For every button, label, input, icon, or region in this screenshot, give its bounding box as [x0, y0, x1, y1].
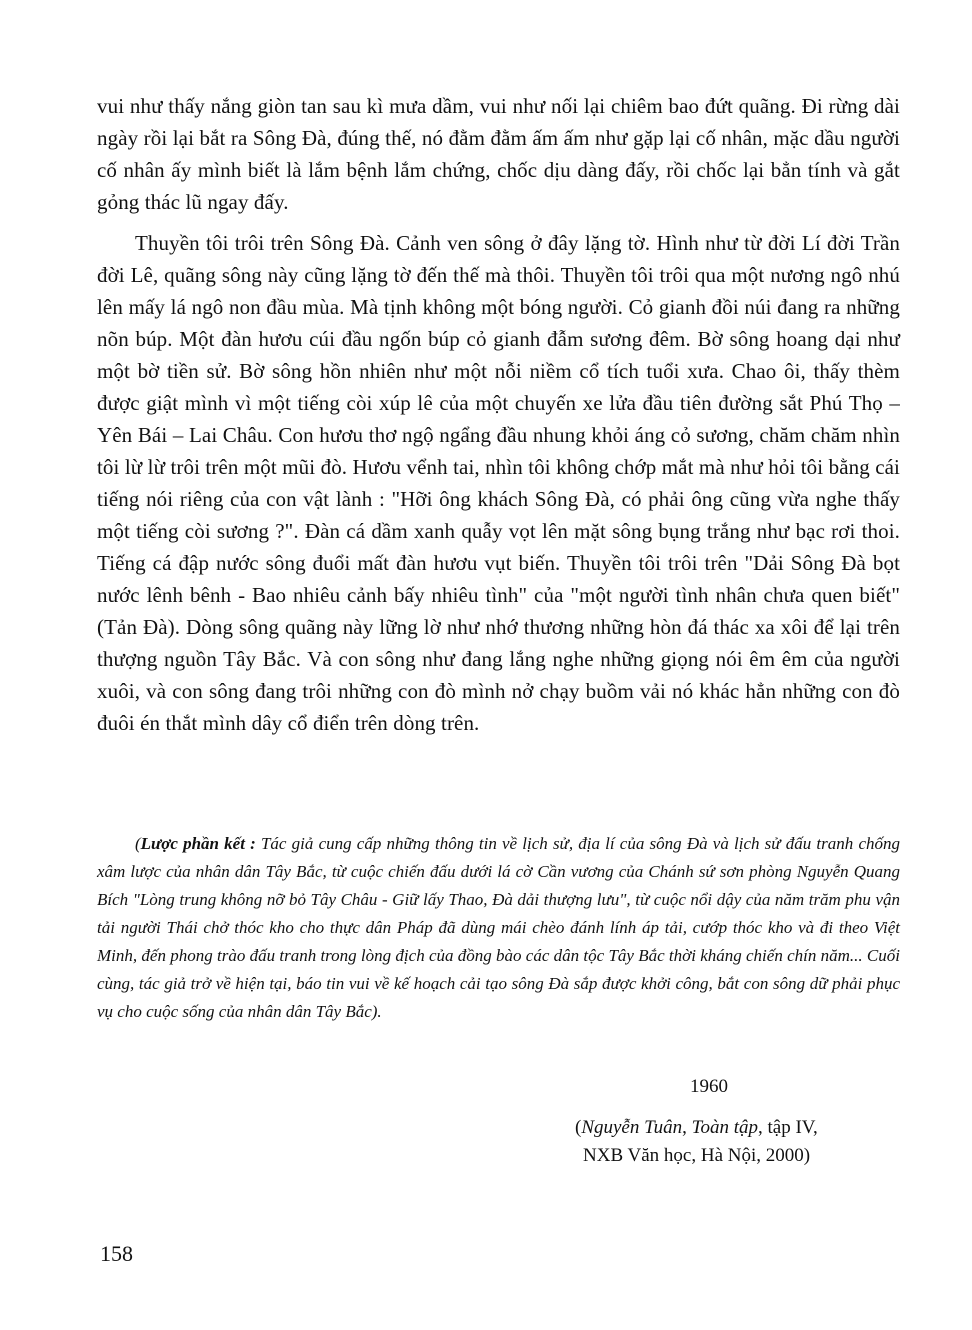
source-line-1	[575, 1114, 875, 1142]
paragraph-1: vui như thấy nắng giòn tan sau kì mưa dầm, vui như nối lại chiêm bao đứt quãng. Đi rừng dài ngày rồi lại bắt ra Sông Đà, đúng thế, nó đằm đằm ấm ấm như gặp lại cố nhân, mặc dầu người cố nhân ấy mình biết là lắm bệnh lắm chứng, chốc dịu dàng đấy, rồi chốc lại bẳn tính và gắt gỏng thác lũ ngay đấy.	[97, 94, 900, 214]
source-separator: ,	[682, 1117, 692, 1138]
source-publisher: NXB Văn học, Hà Nội, 2000)	[583, 1145, 811, 1166]
summary-label: Lược phần kết :	[140, 834, 256, 853]
summary-text: Tác giả cung cấp những thông tin về lịch sử, địa lí của sông Đà và lịch sử đấu tranh chống xâm lược của nhân dân Tây Bắc, từ cuộc chiến đấu dưới lá cờ Cần vương của Chánh sứ sơn phòng Nguyễn Quang Bích "Lòng trung không nỡ bỏ Tây Châu - Giữ lấy Thao, Đà dải thượng lưu", từ cuộc nổi dậy của năm trăm phu vận tải người Thái chở thóc kho cho thực dân Pháp đã dùng mái chèo đánh lính áp tải, cướp thóc kho và đi theo Việt Minh, đến phong trào đấu tranh trong lòng địch của đồng bào các dân tộc Tây Bắc thời kháng chiến chín năm... Cuối cùng, tác giả trở về hiện tại, báo tin vui về kế hoạch cải tạo sông Đà sắp được khởi công, bắt con sông dữ phải phục vụ cho cuộc sống của nhân dân Tây Bắc).	[97, 834, 900, 1021]
paragraph-2: Thuyền tôi trôi trên Sông Đà. Cảnh ven sông ở đây lặng tờ. Hình như từ đời Lí đời Trần đời Lê, quãng sông này cũng lặng tờ đến thế mà thôi. Thuyền tôi trôi qua một nương ngô nhú lên mấy lá ngô non đầu mùa. Mà tịnh không một bóng người. Cỏ gianh đồi núi đang ra những nõn búp. Một đàn hươu cúi đầu ngốn búp cỏ gianh đẫm sương đêm. Bờ sông hoang dại như một bờ tiền sử. Bờ sông hồn nhiên như một nỗi niềm cổ tích tuổi xưa. Chao ôi, thấy thèm được giật mình vì một tiếng còi xúp lê của một chuyến xe lửa đầu tiên đường sắt Phú Thọ – Yên Bái – Lai Châu. Con hươu thơ ngộ ngẩng đầu nhung khỏi áng cỏ sương, chăm chăm nhìn tôi lừ lừ trôi trên một mũi đò. Hươu vểnh tai, nhìn tôi không chớp mắt mà như hỏi tôi bằng cái tiếng nói riêng của con vật lành : "Hỡi ông khách Sông Đà, có phải ông cũng vừa nghe thấy một tiếng còi sương ?". Đàn cá dầm xanh quẫy vọt lên mặt sông bụng trắng như bạc rơi thoi. Tiếng cá đập nước sông đuổi mất đàn hươu vụt biến. Thuyền tôi trôi trên "Dải Sông Đà bọt nước lênh bênh - Bao nhiêu cảnh bấy nhiêu tình" của "một người tình nhân chưa quen biết" (Tản Đà). Dòng sông quãng này lững lờ như nhớ thương những hòn đá thác xa xôi để lại trên thượng nguồn Tây Bắc. Và con sông như đang lắng nghe những giọng nói êm êm của người xuôi, và con sông đang trôi những con đò mình nở chạy buồm vải nó khác hẳn những con đò đuôi én thắt mình dây cổ điển trên dòng trên.	[97, 231, 900, 735]
page-number: 158	[100, 1241, 133, 1266]
source-open-paren: (	[575, 1117, 582, 1138]
source-volume: , tập IV,	[758, 1117, 818, 1138]
source-citation	[575, 1114, 875, 1170]
summary-note	[97, 830, 900, 1026]
summary-open-paren: (	[135, 834, 141, 853]
source-author: Nguyễn Tuân	[581, 1117, 683, 1138]
source-work: Toàn tập	[691, 1117, 758, 1138]
year: 1960	[690, 1076, 728, 1097]
